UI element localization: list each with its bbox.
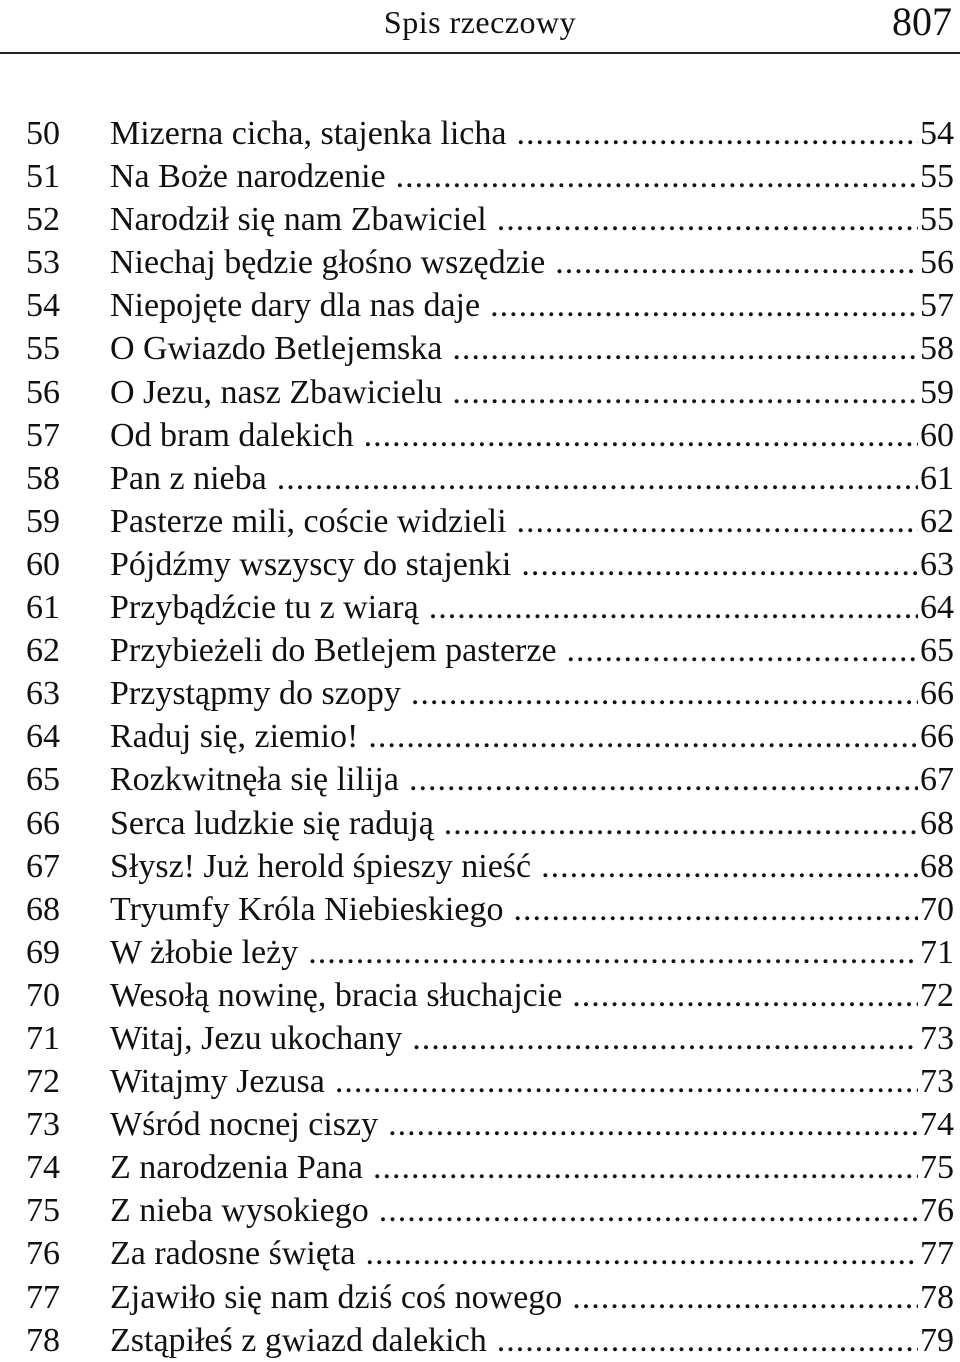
entry-page-number: 61 [920,459,954,497]
index-entry [26,327,954,370]
dot-leader [497,1319,918,1362]
dot-leader [497,198,918,241]
index-entry [26,888,954,931]
dot-leader [452,371,918,414]
dot-leader [379,1189,918,1232]
index-entry [26,802,954,845]
dot-leader [572,974,918,1017]
entry-page-number: 55 [920,158,954,196]
entry-number: 61 [26,589,60,627]
entry-title: Witaj, Jezu ukochany [110,1019,403,1057]
dot-leader [521,543,918,586]
entry-page-number: 66 [920,675,954,713]
index-entry [26,1146,954,1189]
entry-page-number: 75 [920,1149,954,1187]
entry-number: 73 [26,1106,60,1144]
index-entry [26,1276,954,1319]
entry-page-number: 72 [920,976,954,1014]
entry-title: Od bram dalekich [110,416,354,454]
entry-number: 56 [26,373,60,411]
index-entry [26,974,954,1017]
entry-page-number: 54 [920,115,954,152]
entry-page-number: 78 [920,1278,954,1316]
entry-number: 65 [26,761,60,799]
entry-title: Raduj się, ziemio! [110,718,359,756]
dot-leader [516,112,918,155]
index-entry [26,715,954,758]
entry-page-number: 59 [920,373,954,411]
entry-number: 54 [26,287,60,325]
dot-leader [572,1276,918,1319]
entry-title: Z narodzenia Pana [110,1149,363,1187]
index-entry [26,500,954,543]
dot-leader [541,845,918,888]
entry-page-number: 68 [920,804,954,842]
entry-number: 75 [26,1192,60,1230]
entry-number: 50 [26,115,60,152]
entry-page-number: 60 [920,416,954,454]
index-entry [26,198,954,241]
entry-page-number: 66 [920,718,954,756]
index-entry [26,241,954,284]
index-entry [26,1017,954,1060]
entry-number: 76 [26,1235,60,1273]
entry-page-number: 68 [920,847,954,885]
dot-leader [555,241,918,284]
entry-page-number: 73 [920,1063,954,1101]
dot-leader [452,327,918,370]
index-entry [26,1103,954,1146]
running-title: Spis rzeczowy [383,4,577,40]
entry-title: Przybieżeli do Betlejem pasterze [110,632,557,670]
entry-page-number: 71 [920,933,954,971]
index-entry [26,758,954,801]
entry-number: 71 [26,1019,60,1057]
dot-leader [335,1060,918,1103]
entry-title: Tryumfy Króla Niebieskiego [110,890,504,928]
entry-number: 59 [26,502,60,540]
entry-number: 52 [26,201,60,239]
entry-page-number: 76 [920,1192,954,1230]
entry-title: Przystąpmy do szopy [110,675,401,713]
dot-leader [308,931,918,974]
dot-leader [365,1232,918,1275]
entry-page-number: 65 [920,632,954,670]
entry-title: Wesołą nowinę, bracia słuchajcie [110,976,563,1014]
index-entry [26,1060,954,1103]
index-entry [26,543,954,586]
entry-page-number: 63 [920,545,954,583]
entry-page-number: 77 [920,1235,954,1273]
dot-leader [364,414,918,457]
index-entry [26,457,954,500]
entry-title: Zstąpiłeś z gwiazd dalekich [110,1321,487,1359]
entry-number: 74 [26,1149,60,1187]
entry-number: 72 [26,1063,60,1101]
index-entry [26,845,954,888]
index-entry [26,414,954,457]
dot-leader [517,500,918,543]
entry-page-number: 64 [920,589,954,627]
entry-title: Słysz! Już herold śpieszy nieść [110,847,532,885]
index-entry [26,586,954,629]
entry-number: 70 [26,976,60,1014]
entry-number: 69 [26,933,60,971]
entry-title: Z nieba wysokiego [110,1192,369,1230]
entry-page-number: 56 [920,244,954,282]
entry-page-number: 79 [920,1321,954,1359]
entry-title: Witajmy Jezusa [110,1063,325,1101]
entry-title: Wśród nocnej ciszy [110,1106,379,1144]
entry-title: Pan z nieba [110,459,267,497]
dot-leader [396,155,918,198]
entry-page-number: 55 [920,201,954,239]
index-entry [26,1189,954,1232]
index-entry [26,371,954,414]
entry-title: W żłobie leży [110,933,299,971]
index-entry [26,155,954,198]
entry-title: Pasterze mili, coście widzieli [110,502,507,540]
dot-leader [411,672,918,715]
dot-leader [409,758,918,801]
dot-leader [412,1017,918,1060]
entry-page-number: 67 [920,761,954,799]
entry-number: 77 [26,1278,60,1316]
dot-leader [388,1103,918,1146]
entry-page-number: 73 [920,1019,954,1057]
index-entry [26,284,954,327]
dot-leader [429,586,918,629]
entry-number: 64 [26,718,60,756]
entry-number: 62 [26,632,60,670]
entry-page-number: 58 [920,330,954,368]
entry-title: Niepojęte dary dla nas daje [110,287,481,325]
entry-title: Pójdźmy wszyscy do stajenki [110,545,512,583]
page-number: 807 [892,0,952,44]
entry-number: 67 [26,847,60,885]
entry-title: O Jezu, nasz Zbawicielu [110,373,443,411]
entry-title: Zjawiło się nam dziś coś nowego [110,1278,563,1316]
index-entry [26,672,954,715]
entry-title: Na Boże narodzenie [110,158,386,196]
index-entry [26,931,954,974]
entry-number: 63 [26,675,60,713]
entry-number: 57 [26,416,60,454]
entry-title: Przybądźcie tu z wiarą [110,589,419,627]
index-entry [26,629,954,672]
entry-title: Mizerna cicha, stajenka licha [110,115,507,152]
entry-title: Rozkwitnęła się lilija [110,761,399,799]
dot-leader [567,629,918,672]
entry-number: 78 [26,1321,60,1359]
entry-number: 53 [26,244,60,282]
index-entry [26,1232,954,1275]
entry-page-number: 74 [920,1106,954,1144]
entry-title: Za radosne święta [110,1235,356,1273]
dot-leader [490,284,918,327]
entry-title: Serca ludzkie się radują [110,804,434,842]
page-header [0,0,960,54]
dot-leader [444,802,918,845]
entry-number: 66 [26,804,60,842]
entry-number: 60 [26,545,60,583]
dot-leader [277,457,918,500]
entry-number: 55 [26,330,60,368]
entry-title: Niechaj będzie głośno wszędzie [110,244,546,282]
index-entry [26,1319,954,1362]
entry-title: Narodził się nam Zbawiciel [110,201,487,239]
entry-page-number: 62 [920,502,954,540]
index-list [26,112,954,1362]
entry-number: 68 [26,890,60,928]
entry-title: O Gwiazdo Betlejemska [110,330,443,368]
dot-leader [373,1146,918,1189]
dot-leader [368,715,918,758]
dot-leader [513,888,918,931]
entry-page-number: 70 [920,890,954,928]
entry-number: 51 [26,158,60,196]
entry-page-number: 57 [920,287,954,325]
index-entry [26,112,954,155]
entry-number: 58 [26,459,60,497]
